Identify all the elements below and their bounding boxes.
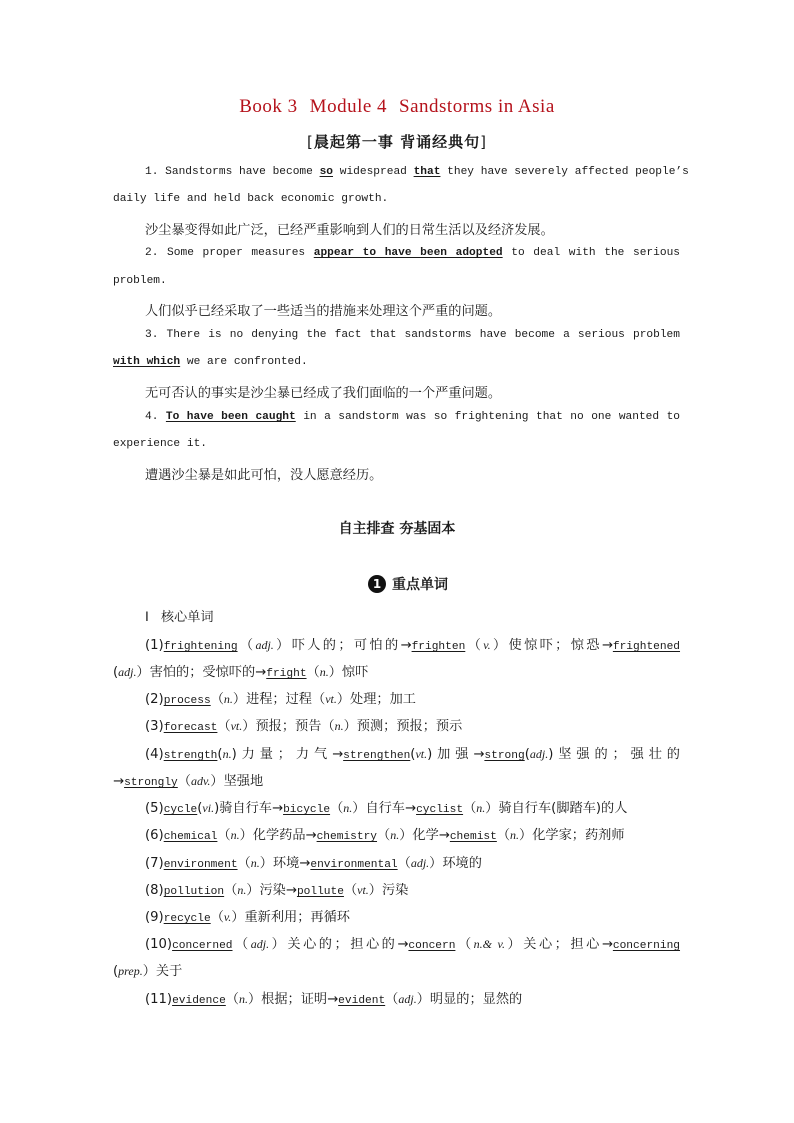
- vocab-item-1-line-2: (adj.）害怕的；受惊吓的→fright（n.）惊吓: [113, 665, 369, 680]
- sentence-4-line-2: experience it.: [113, 438, 207, 450]
- sentence-2-line-2: problem.: [113, 275, 167, 287]
- number-badge: 1: [368, 575, 386, 593]
- vocab-item-2: (2)process（n.）进程；过程（vt.）处理；加工: [145, 692, 416, 707]
- vocab-item-7: (7)environment（n.）环境→environmental（adj.）环境的: [145, 856, 482, 871]
- core-words-heading: Ⅰ 核心单词: [145, 609, 214, 625]
- sentence-3-line-1: 3. There is no denying the fact that sandstorms have become a serious problem: [145, 329, 680, 341]
- vocab-item-5: (5)cycle(vi.)骑自行车→bicycle（n.）自行车→cyclist（n.）骑自行车(脚踏车)的人: [145, 801, 628, 816]
- vocab-item-4-line-1: (4)strength(n.)力量；力气→strengthen(vt.)加强→strong(adj.)坚强的；强壮的: [145, 747, 680, 762]
- vocab-section-heading: [368, 574, 448, 594]
- vocab-section-title: 重点单词: [392, 577, 448, 593]
- vocab-item-1-line-1: (1)frightening（adj.）吓人的；可怕的→frighten（v.）使惊吓；惊恐→frightened: [145, 638, 681, 653]
- vocab-item-6: (6)chemical（n.）化学药品→chemistry（n.）化学→chemist（n.）化学家；药剂师: [145, 828, 625, 843]
- section-heading: 自主排查 夯基固本: [338, 521, 456, 537]
- sentence-2-translation: 人们似乎已经采取了一些适当的措施来处理这个严重的问题。: [145, 304, 502, 319]
- sentence-3-line-2: with which we are confronted.: [113, 356, 308, 368]
- sentence-4-translation: 遭遇沙尘暴是如此可怕，没人愿意经历。: [145, 468, 383, 483]
- sentence-4-line-1: 4. To have been caught in a sandstorm was so frightening that no one wanted to: [145, 411, 680, 423]
- page-subtitle: [晨起第一事 背诵经典句]: [307, 133, 487, 151]
- sentence-1-translation: 沙尘暴变得如此广泛，已经严重影响到人们的日常生活以及经济发展。: [145, 223, 554, 238]
- vocab-item-8: (8)pollution（n.）污染→pollute（vt.）污染: [145, 883, 409, 898]
- sentence-1-line-1: 1. Sandstorms have become so widespread that they have severely affected people’s: [145, 166, 689, 178]
- sentence-1-line-2: daily life and held back economic growth.: [113, 193, 389, 205]
- sentence-2-line-1: 2. Some proper measures appear to have been adopted to deal with the serious: [145, 247, 680, 259]
- vocab-item-11: (11)evidence（n.）根据；证明→evident（adj.）明显的；显然的: [145, 992, 523, 1007]
- vocab-item-9: (9)recycle（v.）重新利用；再循环: [145, 910, 350, 925]
- vocab-item-3: (3)forecast（vt.）预报；预告（n.）预测；预报；预示: [145, 719, 463, 734]
- vocab-item-4-line-2: →strongly（adv.）坚强地: [113, 774, 264, 789]
- sentence-3-translation: 无可否认的事实是沙尘暴已经成了我们面临的一个严重问题。: [145, 386, 502, 401]
- page-title: Book 3 Module 4 Sandstorms in Asia: [239, 96, 555, 117]
- vocab-item-10-line-2: (prep.）关于: [113, 964, 183, 979]
- vocab-item-10-line-1: (10)concerned（adj.）关心的；担心的→concern（n.& v.）关心；担心→concerning: [145, 937, 681, 952]
